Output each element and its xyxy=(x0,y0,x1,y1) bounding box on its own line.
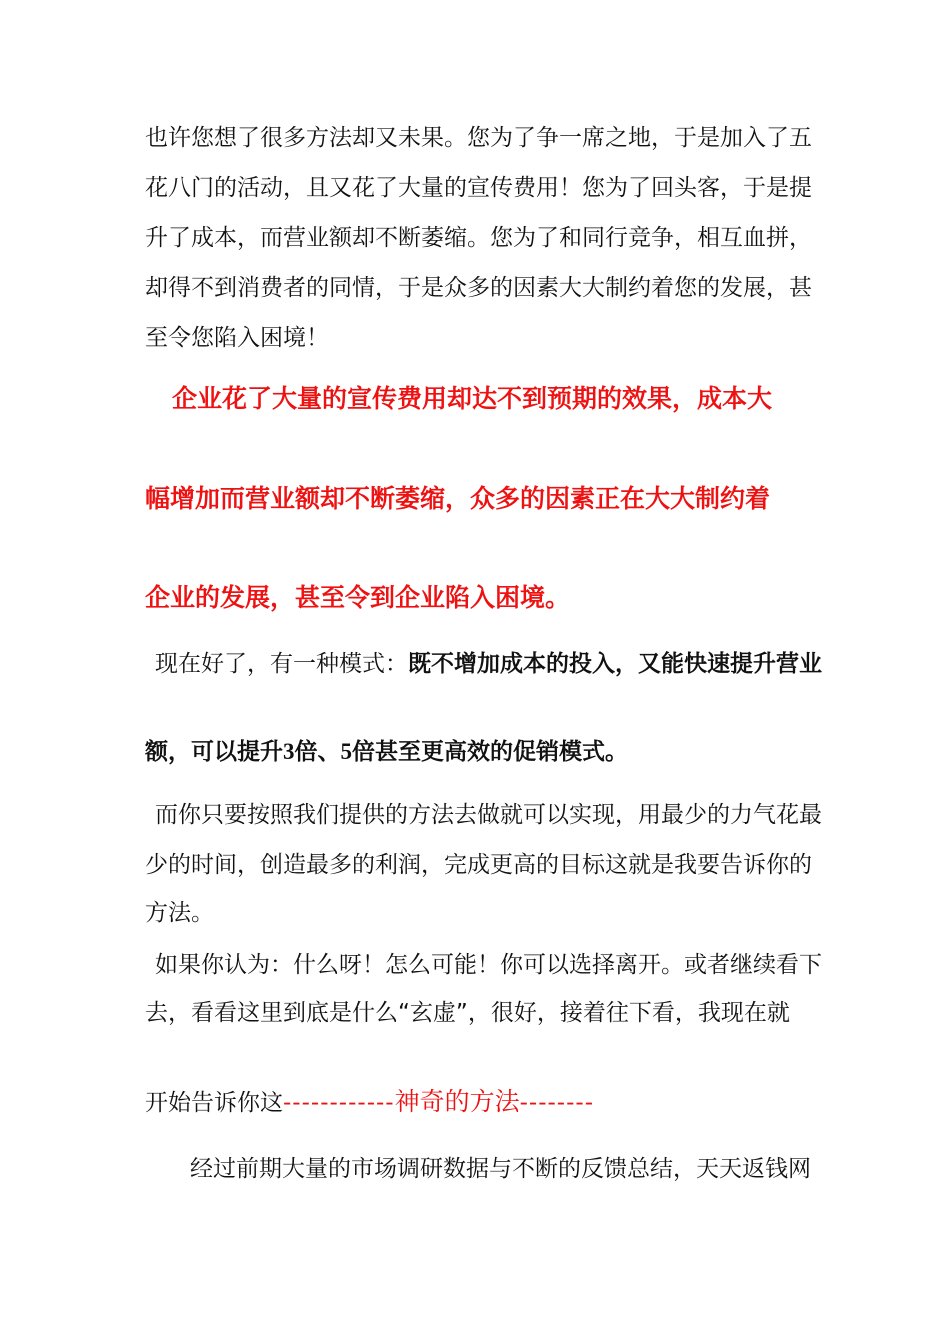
paragraph-4-line-2: 去，看看这里到底是什么“玄虚”，很好，接着往下看，我现在就 xyxy=(145,1000,790,1026)
paragraph-4-line-3 xyxy=(145,1087,594,1118)
magic-method-text: 神奇的方法 xyxy=(394,1087,520,1116)
number-5: 5 xyxy=(340,739,352,764)
highlight-line-1: 企业花了大量的宣传费用却达不到预期的效果，成本大 xyxy=(172,384,773,413)
paragraph-4-line-1: 如果你认为：什么呀！怎么可能！你可以选择离开。或者继续看下 xyxy=(155,952,822,978)
paragraph-1-line-4: 却得不到消费者的同情，于是众多的因素大大制约着您的发展，甚 xyxy=(145,275,812,301)
highlight-line-3: 企业的发展，甚至令到企业陷入困境。 xyxy=(145,583,571,612)
paragraph-2-bold-2b: 倍、 xyxy=(294,739,341,765)
paragraph-3-line-2: 少的时间，创造最多的利润，完成更高的目标这就是我要告诉你的 xyxy=(145,852,812,878)
paragraph-2-bold-1: 既不增加成本的投入，又能快速提升营业 xyxy=(408,651,822,677)
paragraph-2-line-1 xyxy=(155,649,822,679)
paragraph-1-line-3: 升了成本，而营业额却不断萎缩。您为了和同行竞争，相互血拼， xyxy=(145,225,812,251)
paragraph-2-bold-2a: 额，可以提升 xyxy=(145,739,283,765)
paragraph-3-line-3: 方法。 xyxy=(145,900,214,926)
dash-line-left: ------------ xyxy=(283,1090,395,1116)
paragraph-3-line-1: 而你只要按照我们提供的方法去做就可以实现，用最少的力气花最 xyxy=(155,802,822,828)
paragraph-1-line-1: 也许您想了很多方法却又未果。您为了争一席之地，于是加入了五 xyxy=(145,125,812,151)
highlight-line-2: 幅增加而营业额却不断萎缩，众多的因素正在大大制约着 xyxy=(145,484,771,513)
paragraph-1-line-2: 花八门的活动，且又花了大量的宣传费用！您为了回头客，于是提 xyxy=(145,175,812,201)
paragraph-4-tail-text: 开始告诉你这 xyxy=(145,1090,283,1116)
paragraph-2-line-2 xyxy=(145,737,628,767)
dash-line-right: -------- xyxy=(519,1090,595,1116)
paragraph-2-bold-2c: 倍甚至更高效的促销模式。 xyxy=(352,739,628,765)
number-3: 3 xyxy=(283,739,295,764)
paragraph-1-line-5: 至令您陷入困境！ xyxy=(145,325,329,351)
paragraph-5-line-1: 经过前期大量的市场调研数据与不断的反馈总结，天天返钱网 xyxy=(190,1156,811,1182)
paragraph-2-intro: 现在好了，有一种模式： xyxy=(155,651,408,677)
